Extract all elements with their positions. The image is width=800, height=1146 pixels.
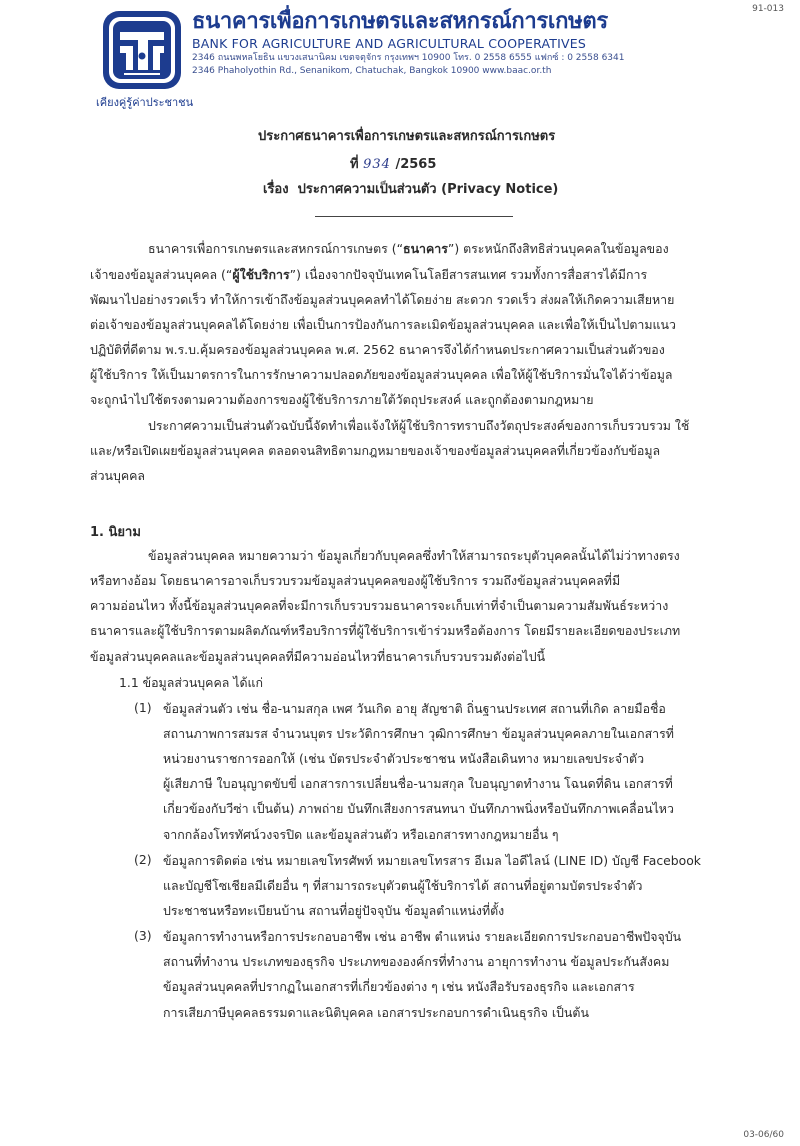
- item-number: (3): [134, 928, 152, 943]
- intro-p1-line: ปฏิบัติที่ดีตาม พ.ร.บ.คุ้มครองข้อมูลส่วนบุคคล พ.ศ. 2562 ธนาคารจึงได้กำหนดประกาศความเป็นส่วนตัวของ: [90, 342, 665, 357]
- item-1-line: ผู้เสียภาษี ใบอนุญาตขับขี่ เอกสารการเปลี่ยนชื่อ-นามสกุล ใบอนุญาตทำงาน โฉนดที่ดิน เอกสารที่: [163, 776, 673, 791]
- item-2-line: ข้อมูลการติดต่อ เช่น หมายเลขโทรศัพท์ หมายเลขโทรสาร อีเมล ไอดีไลน์ (LINE ID) บัญชี Facebook: [163, 853, 701, 868]
- item-1-line: เกี่ยวข้องกับวีซ่า เป็นต้น) ภาพถ่าย บันทึกเสียงการสนทนา บันทึกภาพนิ่งหรือบันทึกภาพเคลื่อนไหว: [163, 801, 674, 816]
- section-1-line: ข้อมูลส่วนบุคคล หมายความว่า ข้อมูลเกี่ยวกับบุคคลซึ่งทำให้สามารถระบุตัวบุคคลนั้นได้ไม่ว่าทางตรง: [148, 548, 680, 563]
- intro-p1-line: ผู้ใช้บริการ ให้เป็นมาตรการในการรักษาความปลอดภัยของข้อมูลส่วนบุคคล เพื่อให้ผู้ใช้บริการมั่นใจได้ว่าข้อมูล: [90, 367, 673, 382]
- intro-p1-line: ธนาคารเพื่อการเกษตรและสหกรณ์การเกษตร (“ธนาคาร”) ตระหนักถึงสิทธิส่วนบุคคลในข้อมูลของ: [148, 241, 669, 256]
- section-1-heading: 1. นิยาม: [90, 525, 141, 540]
- item-2-line: ประชาชนหรือทะเบียนบ้าน สถานที่อยู่ปัจจุบัน ข้อมูลตำแหน่งที่ตั้ง: [163, 903, 505, 918]
- subject-prefix: เรื่อง: [263, 182, 289, 197]
- bank-slogan: เคียงคู่รู้ค่าประชาชน: [96, 96, 194, 109]
- intro-p1-line: พัฒนาไปอย่างรวดเร็ว ทำให้การเข้าถึงข้อมูลส่วนบุคคลทำได้โดยง่าย สะดวก รวดเร็ว ส่งผลให้เกิดความเสียหาย: [90, 292, 675, 307]
- document-code: 91-013: [752, 4, 784, 14]
- number-suffix: /2565: [395, 157, 437, 172]
- number-prefix: ที่: [350, 157, 359, 172]
- title-divider: [315, 216, 513, 217]
- announcement-number: [350, 153, 436, 174]
- item-number: (2): [134, 852, 152, 867]
- handwritten-number: 934: [363, 157, 391, 172]
- intro-p1-line: ต่อเจ้าของข้อมูลส่วนบุคคลได้โดยง่าย เพื่อเป็นการป้องกันการละเมิดข้อมูลส่วนบุคคล และเพื่อให้เป็นไปตามแนว: [90, 317, 676, 332]
- bank-address-thai: 2346 ถนนพหลโยธิน แขวงเสนานิคม เขตจตุจักร กรุงเทพฯ 10900 โทร. 0 2558 6555 แฟกซ์ : 0 2558 6341: [192, 53, 625, 63]
- announcement-subject: [263, 178, 558, 199]
- item-3-line: ข้อมูลส่วนบุคคลที่ปรากฏในเอกสารที่เกี่ยวข้องต่าง ๆ เช่น หนังสือรับรองธุรกิจ และเอกสาร: [163, 979, 635, 994]
- announcement-title: ประกาศธนาคารเพื่อการเกษตรและสหกรณ์การเกษตร: [258, 129, 556, 144]
- item-1-line: ข้อมูลส่วนตัว เช่น ชื่อ-นามสกุล เพศ วันเกิด อายุ สัญชาติ ถิ่นฐานประเทศ สถานที่เกิด ลายมือชื่อ: [163, 701, 666, 716]
- bank-letterhead: [192, 8, 625, 78]
- section-1-line: ข้อมูลส่วนบุคคลและข้อมูลส่วนบุคคลที่มีความอ่อนไหวที่ธนาคารเก็บรวบรวมดังต่อไปนี้: [90, 649, 546, 664]
- item-number: (1): [134, 700, 152, 715]
- intro-p2-line: ส่วนบุคคล: [90, 468, 146, 483]
- item-1-line: จากกล้องโทรทัศน์วงจรปิด และข้อมูลส่วนตัว หรือเอกสารทางกฎหมายอื่น ๆ: [163, 827, 559, 842]
- baac-logo-icon: [102, 10, 182, 90]
- item-3-line: ข้อมูลการทำงานหรือการประกอบอาชีพ เช่น อาชีพ ตำแหน่ง รายละเอียดการประกอบอาชีพปัจจุบัน: [163, 929, 682, 944]
- item-2-line: และบัญชีโซเชียลมีเดียอื่น ๆ ที่สามารถระบุตัวตนผู้ใช้บริการได้ สถานที่อยู่ตามบัตรประจำตัว: [163, 878, 643, 893]
- footer-code: 03-06/60: [743, 1130, 784, 1140]
- section-1-line: ธนาคารและผู้ใช้บริการตามผลิตภัณฑ์หรือบริการที่ผู้ใช้บริการเข้าร่วมหรือต้องการ โดยมีรายละเอียดของประเภท: [90, 623, 681, 638]
- intro-p1-line: จะถูกนำไปใช้ตรงตามความต้องการของผู้ใช้บริการภายใต้วัตถุประสงค์ และถูกต้องตามกฎหมาย: [90, 392, 594, 407]
- item-1-line: หน่วยงานราชการออกให้ (เช่น บัตรประจำตัวประชาชน หนังสือเดินทาง หมายเลขประจำตัว: [163, 751, 645, 766]
- section-1-line: หรือทางอ้อม โดยธนาคารอาจเก็บรวบรวมข้อมูลส่วนบุคคลของผู้ใช้บริการ รวมถึงข้อมูลส่วนบุคคลที่มี: [90, 573, 621, 588]
- bank-name-english: BANK FOR AGRICULTURE AND AGRICULTURAL COOPERATIVES: [192, 36, 586, 51]
- intro-p1-line: เจ้าของข้อมูลส่วนบุคคล (“ผู้ใช้บริการ”) เนื่องจากปัจจุบันเทคโนโลยีสารสนเทศ รวมทั้งการสื่อสารได้มีการ: [90, 267, 648, 282]
- bank-name-thai: ธนาคารเพื่อการเกษตรและสหกรณ์การเกษตร: [192, 9, 608, 34]
- intro-p2-line: และ/หรือเปิดเผยข้อมูลส่วนบุคคล ตลอดจนสิทธิตามกฎหมายของเจ้าของข้อมูลส่วนบุคคลที่เกี่ยวข้องกับข้อมูล: [90, 443, 661, 458]
- item-1-line: สถานภาพการสมรส จำนวนบุตร ประวัติการศึกษา วุฒิการศึกษา ข้อมูลส่วนบุคคลภายในเอกสารที่: [163, 726, 674, 741]
- bank-address-english: 2346 Phaholyothin Rd., Senanikom, Chatuchak, Bangkok 10900 www.baac.or.th: [192, 66, 552, 76]
- intro-p2-line: ประกาศความเป็นส่วนตัวฉบับนี้จัดทำเพื่อแจ้งให้ผู้ใช้บริการทราบถึงวัตถุประสงค์ของการเก็บรวบรวม ใช้: [148, 418, 690, 433]
- item-3-line: การเสียภาษีบุคคลธรรมดาและนิติบุคคล เอกสารประกอบการดำเนินธุรกิจ เป็นต้น: [163, 1005, 589, 1020]
- section-1-line: ความอ่อนไหว ทั้งนี้ข้อมูลส่วนบุคคลที่จะมีการเก็บรวบรวมธนาคารจะเก็บเท่าที่จำเป็นตามความสัมพันธ์ระหว่าง: [90, 598, 669, 613]
- section-1-1-heading: 1.1 ข้อมูลส่วนบุคคล ได้แก่: [119, 675, 264, 690]
- item-3-line: สถานที่ทำงาน ประเภทของธุรกิจ ประเภทขององค์กรที่ทำงาน อายุการทำงาน ข้อมูลประกันสังคม: [163, 954, 670, 969]
- subject-text: ประกาศความเป็นส่วนตัว (Privacy Notice): [297, 182, 559, 197]
